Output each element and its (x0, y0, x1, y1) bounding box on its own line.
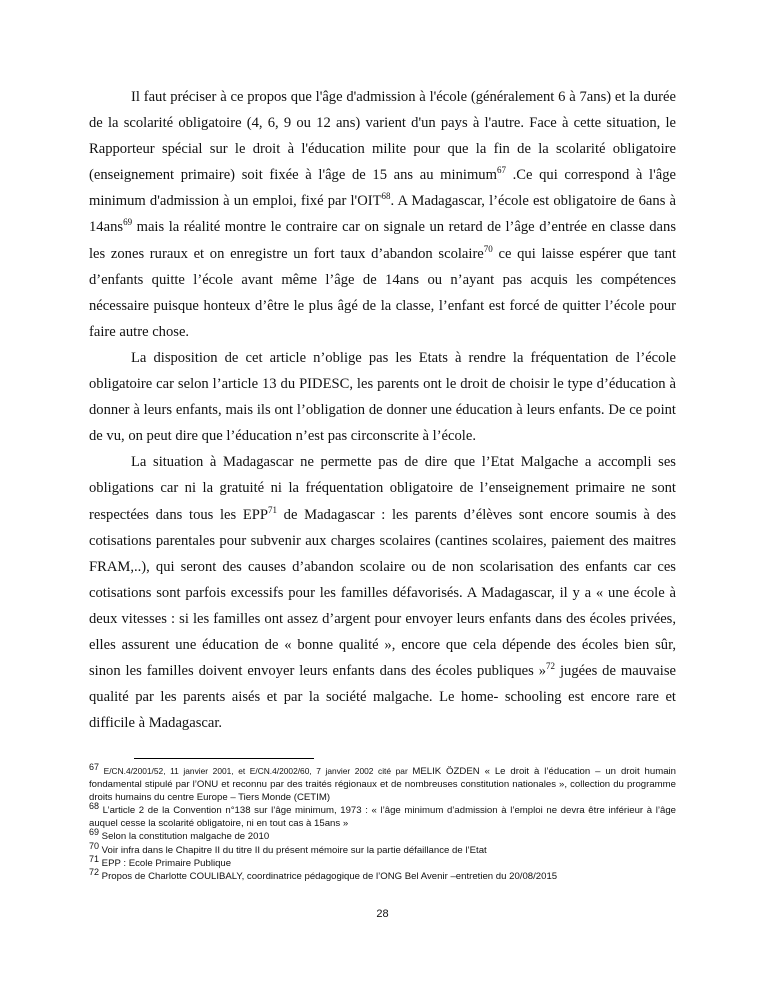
paragraph-1-text: .Ce qui correspond à l'âge minimum d'admission à un emploi, fixé par l'OIT (89, 167, 676, 210)
footnote-70 (89, 840, 676, 857)
footnote-ref-68: 68 (381, 191, 391, 202)
footnote-number: 72 (89, 866, 100, 877)
footnote-ref-72: 72 (546, 661, 556, 672)
footnotes (89, 761, 676, 883)
footnote-text: Propos de Charlotte COULIBALY, coordinatrice pédagogique de l’ONG Bel Avenir –entretien du 20/08/2015 (99, 870, 558, 882)
footnote-ref-69: 69 (123, 217, 133, 228)
footnote-number: 68 (89, 801, 100, 812)
footnote-number: 70 (89, 840, 100, 851)
body-text (89, 84, 676, 736)
paragraph-1-text: . A Madagascar, l’école est obligatoire de 6ans à 14ans (89, 193, 676, 236)
page-number: 28 (376, 908, 389, 920)
paragraph-3-text: de Madagascar : les parents d’élèves sont encore soumis à des cotisations parentales pour subvenir aux charges scolaires (cantines scolaires, paiement des maitres FRAM,..), qui seront des causes d’abandon scolaire ou de non scolarisation des enfants car ces cotisations sont parfois excessifs pour les familles défavorisés. A Madagascar, il y a « une école à deux vitesses : si les familles ont assez d’argent pour envoyer leurs enfants dans des écoles privées, elles assurent une éducation de « bonne qualité », encore que cela dépende des écoles bien sûr, sinon les familles doivent envoyer leurs enfants dans des écoles publiques » (89, 506, 676, 680)
footnote-number: 67 (89, 761, 100, 772)
paragraph-1-text: ce qui laisse espérer que tant d’enfants quitte l’école avant même l’âge de 14ans ou n’ayant pas acquis les compétences nécessaire puisque honteux d’être le plus âgé de la classe, l’enfant est forcé de quitter l’école pour faire autre chose. (89, 245, 677, 340)
footnote-source: E/CN.4/2001/52, 11 janvier 2001, et E/CN.4/2002/60, 7 janvier 2002 cité par (99, 766, 413, 776)
paragraph-1-text: mais la réalité montre le contraire car on signale un retard de l’âge d’entrée en classe dans les zones ruraux et on enregistre un fort taux d’abandon scolaire (89, 219, 676, 262)
footnote-67 (89, 761, 676, 804)
footnote-number: 69 (89, 827, 100, 838)
footnote-68 (89, 801, 676, 830)
footnote-text: MELIK ÖZDEN « Le droit à l’éducation – un droit humain fondamental stipulé par l’ONU et reconnu par des traités régionaux et de nombreuses constitution nationales », collection du programme droits humains du centre Europe – Tiers Monde (CETIM) (89, 766, 676, 804)
paragraph-3 (89, 449, 676, 736)
footnote-ref-67: 67 (496, 165, 506, 176)
footnote-separator (134, 758, 314, 759)
footnote-ref-71: 71 (268, 504, 278, 515)
footnote-text: Voir infra dans le Chapitre II du titre II du présent mémoire sur la partie défaillance de l’Etat (99, 844, 487, 856)
paragraph-1 (89, 84, 676, 345)
footnote-72 (89, 866, 676, 883)
footnote-ref-70: 70 (483, 243, 493, 254)
paragraph-3-text: La situation à Madagascar ne permette pas de dire que l’Etat Malgache a accompli ses obligations car ni la gratuité ni la fréquentation obligatoire de l’enseignement primaire ne sont respectées dans tous les EPP (89, 454, 676, 523)
paragraph-2: La disposition de cet article n’oblige pas les Etats à rendre la fréquentation de l’école obligatoire car selon l’article 13 du PIDESC, les parents ont le droit de choisir le type d’éducation à donner à leurs enfants, mais ils ont l’obligation de donner une éducation à leurs enfants. De ce point de vu, on peut dire que l’éducation n’est pas circonscrite à l’école. (89, 349, 676, 445)
paragraph-1-text: Il faut préciser à ce propos que l'âge d'admission à l'école (généralement 6 à 7ans) et la durée de la scolarité obligatoire (4, 6, 9 ou 12 ans) varient d'un pays à l'autre. Face à cette situation, le Rapporteur spécial sur le droit à l'éducation milite pour que la fin de la scolarité obligatoire (enseignement primaire) soit fixée à l'âge de 15 ans au minimum (89, 89, 676, 184)
footnote-text: Selon la constitution malgache de 2010 (99, 831, 270, 843)
footnote-text: L’article 2 de la Convention n°138 sur l’âge minimum, 1973 : « l’âge minimum d’admission à l’emploi ne devra être inférieur à l’âge auquel cesse la scolarité obligatoire, ni en tout cas à 15ans » (89, 805, 676, 830)
footnote-69 (89, 827, 676, 843)
footnote-number: 71 (89, 853, 100, 864)
paragraph-3-text: jugées de mauvaise qualité par les parents aisés et par la société malgache. Le home- schooling est encore rare et difficile à Madagascar. (89, 663, 676, 732)
footnote-text: EPP : Ecole Primaire Publique (99, 857, 232, 869)
footnote-71 (89, 853, 676, 870)
